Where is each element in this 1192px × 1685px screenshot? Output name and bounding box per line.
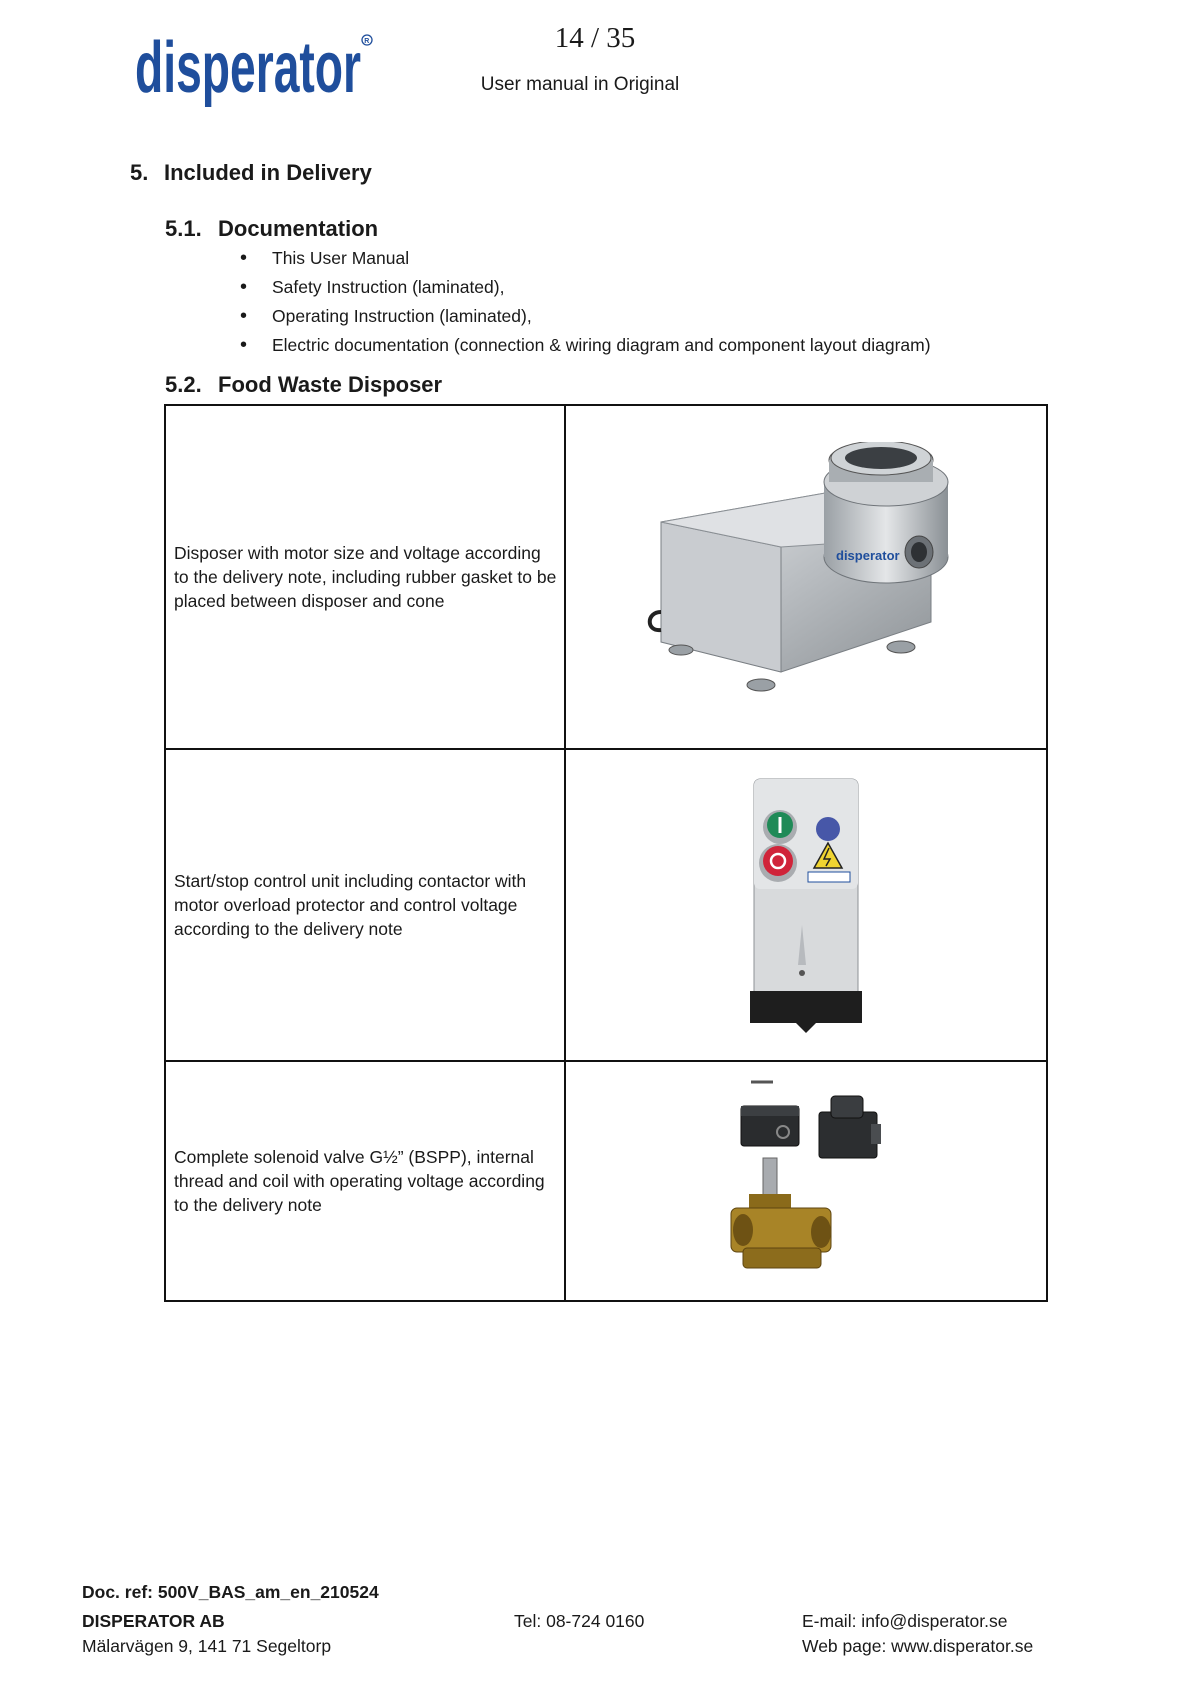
- section-title: Included in Delivery: [164, 160, 372, 185]
- company-address: Mälarvägen 9, 141 71 Segeltorp: [82, 1636, 332, 1656]
- page-number: 14 / 35: [554, 22, 636, 54]
- subsection-heading-documentation: [165, 216, 378, 242]
- list-item: • Safety Instruction (laminated),: [240, 273, 931, 302]
- telephone: Tel: 08-724 0160: [514, 1611, 645, 1631]
- table-row: [165, 1061, 1047, 1301]
- list-item: • Operating Instruction (laminated),: [240, 302, 931, 331]
- subsection-number: 5.1.: [165, 216, 202, 241]
- table-row: [165, 749, 1047, 1061]
- svg-text:disperator: disperator: [836, 548, 900, 563]
- subsection-number: 5.2.: [165, 372, 202, 397]
- disperator-logo: [135, 22, 375, 117]
- disposer-icon: [641, 442, 971, 712]
- disposer-unit-image: [565, 405, 1047, 749]
- row-description: Complete solenoid valve G½” (BSPP), internal thread and coil with operating voltage according to the delivery note: [165, 1061, 565, 1301]
- solenoid-valve-icon: [721, 1076, 891, 1286]
- delivery-contents-table: [164, 404, 1048, 1302]
- row-description: Start/stop control unit including contactor with motor overload protector and control voltage according to the delivery note: [165, 749, 565, 1061]
- row-description: Disposer with motor size and voltage according to the delivery note, including rubber gasket to be placed between disposer and cone: [165, 405, 565, 749]
- company-name: DISPERATOR AB: [82, 1611, 225, 1631]
- subsection-title: Food Waste Disposer: [218, 372, 443, 397]
- section-number: 5.: [130, 160, 149, 185]
- documentation-list: [240, 244, 931, 360]
- list-item: • This User Manual: [240, 244, 931, 273]
- document-subtitle: User manual in Original: [480, 74, 680, 95]
- document-reference: Doc. ref: 500V_BAS_am_en_210524: [82, 1582, 379, 1602]
- logo-wordmark: disperator: [135, 28, 361, 108]
- subsection-heading-food-waste-disposer: [165, 372, 442, 398]
- web-page: Web page: www.disperator.se: [802, 1636, 1034, 1656]
- control-unit-image: [565, 749, 1047, 1061]
- control-unit-icon: [746, 775, 866, 1035]
- subsection-title: Documentation: [218, 216, 379, 241]
- table-row: [165, 405, 1047, 749]
- list-item: • Electric documentation (connection & wiring diagram and component layout diagram): [240, 331, 931, 360]
- solenoid-valve-image: [565, 1061, 1047, 1301]
- section-heading: [130, 160, 372, 186]
- email-address: E-mail: info@disperator.se: [802, 1611, 1008, 1631]
- svg-text:R: R: [364, 38, 370, 45]
